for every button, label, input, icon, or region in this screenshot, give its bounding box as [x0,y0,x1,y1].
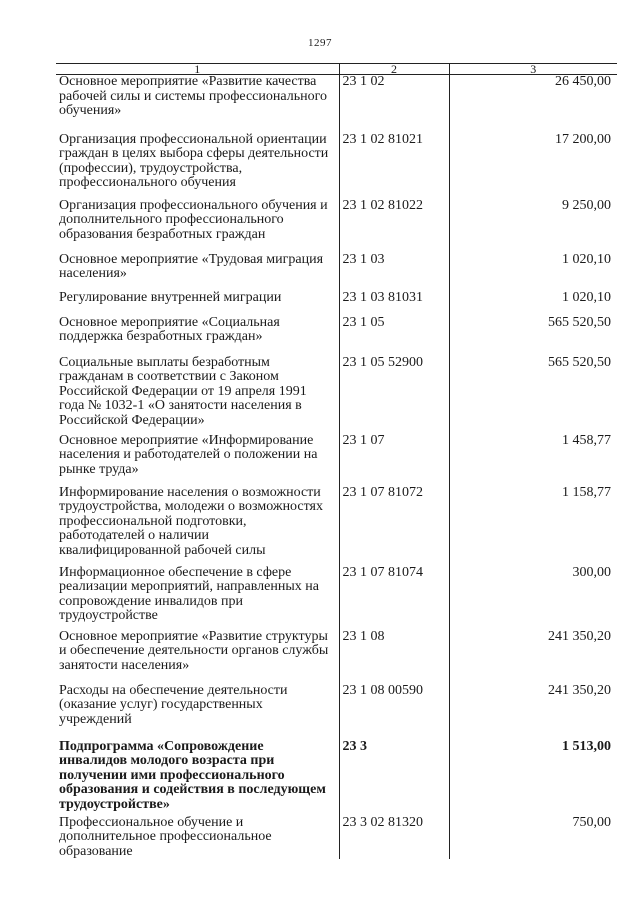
table-row [56,486,617,566]
table-row [56,566,617,630]
row-code: 23 1 03 [339,253,449,291]
row-amount: 1 458,77 [449,434,617,486]
row-amount: 241 350,20 [449,684,617,740]
row-name: Основное мероприятие «Развитие структуры и обеспечение деятельности органов службы занятости населения» [59,628,329,673]
table-header-row [56,64,617,75]
row-code: 23 1 08 [339,630,449,684]
row-amount: 750,00 [449,816,617,860]
table-row [56,356,617,434]
row-name: Информирование населения о возможности трудоустройства, молодежи о возможностях профессиональной подготовки, работодателей о наличии квалифицированной рабочей силы [59,484,323,558]
row-name: Расходы на обеспечение деятельности (оказание услуг) государственных учреждений [59,682,288,727]
row-code: 23 1 05 [339,316,449,356]
table-row [56,133,617,199]
row-name: Информационное обеспечение в сфере реализации мероприятий, направленных на сопровождение инвалидов при трудоустройстве [59,564,319,623]
row-code: 23 1 02 81021 [339,133,449,199]
row-amount: 565 520,50 [449,356,617,434]
page-number: 1297 [308,37,332,49]
row-amount: 26 450,00 [449,75,617,133]
table-row [56,75,617,133]
budget-table [56,63,617,859]
table-row [56,630,617,684]
row-amount: 300,00 [449,566,617,630]
row-name: Организация профессионального обучения и дополнительного профессионального образования безработных граждан [59,197,328,242]
row-amount: 1 158,77 [449,486,617,566]
row-amount: 1 020,10 [449,253,617,291]
row-code: 23 1 03 81031 [339,291,449,316]
row-amount: 241 350,20 [449,630,617,684]
row-code: 23 1 05 52900 [339,356,449,434]
row-code: 23 3 02 81320 [339,816,449,860]
table-row-subprogram [56,740,617,816]
row-code: 23 1 02 [339,75,449,133]
column-header-3: 3 [449,64,617,75]
row-name: Социальные выплаты безработным гражданам в соответствии с Законом Российской Федерации от 19 апреля 1991 года № 1032-1 «О занятости населения в Российской Федерации» [59,354,307,428]
row-amount: 565 520,50 [449,316,617,356]
column-header-1: 1 [56,64,339,75]
row-amount: 9 250,00 [449,199,617,253]
row-name: Основное мероприятие «Трудовая миграция населения» [59,251,324,281]
row-code: 23 1 08 00590 [339,684,449,740]
table-row [56,684,617,740]
row-name: Основное мероприятие «Социальная поддержка безработных граждан» [59,314,280,344]
row-name: Профессиональное обучение и дополнительное профессиональное образование [59,814,272,859]
table-row [56,816,617,860]
table-row [56,316,617,356]
row-amount: 17 200,00 [449,133,617,199]
row-name: Регулирование внутренней миграции [59,289,282,305]
table-row [56,199,617,253]
row-name: Подпрограмма «Сопровождение инвалидов молодого возраста при получении ими профессионального образования и содействия в последующем трудоустройстве» [59,738,326,812]
table-row [56,291,617,316]
column-header-2: 2 [339,64,449,75]
row-name: Организация профессиональной ориентации граждан в целях выбора сферы деятельности (профессии), трудоустройства, профессионального обучения [59,131,329,190]
row-code: 23 1 07 [339,434,449,486]
row-code: 23 1 07 81072 [339,486,449,566]
row-name: Основное мероприятие «Развитие качества рабочей силы и системы профессионального обучения» [59,74,327,118]
row-amount: 1 513,00 [449,740,617,816]
table-row [56,434,617,486]
row-name: Основное мероприятие «Информирование населения и работодателей о положении на рынке труда» [59,432,318,477]
table-row [56,253,617,291]
row-code: 23 1 02 81022 [339,199,449,253]
row-code: 23 1 07 81074 [339,566,449,630]
row-code: 23 3 [339,740,449,816]
row-amount: 1 020,10 [449,291,617,316]
